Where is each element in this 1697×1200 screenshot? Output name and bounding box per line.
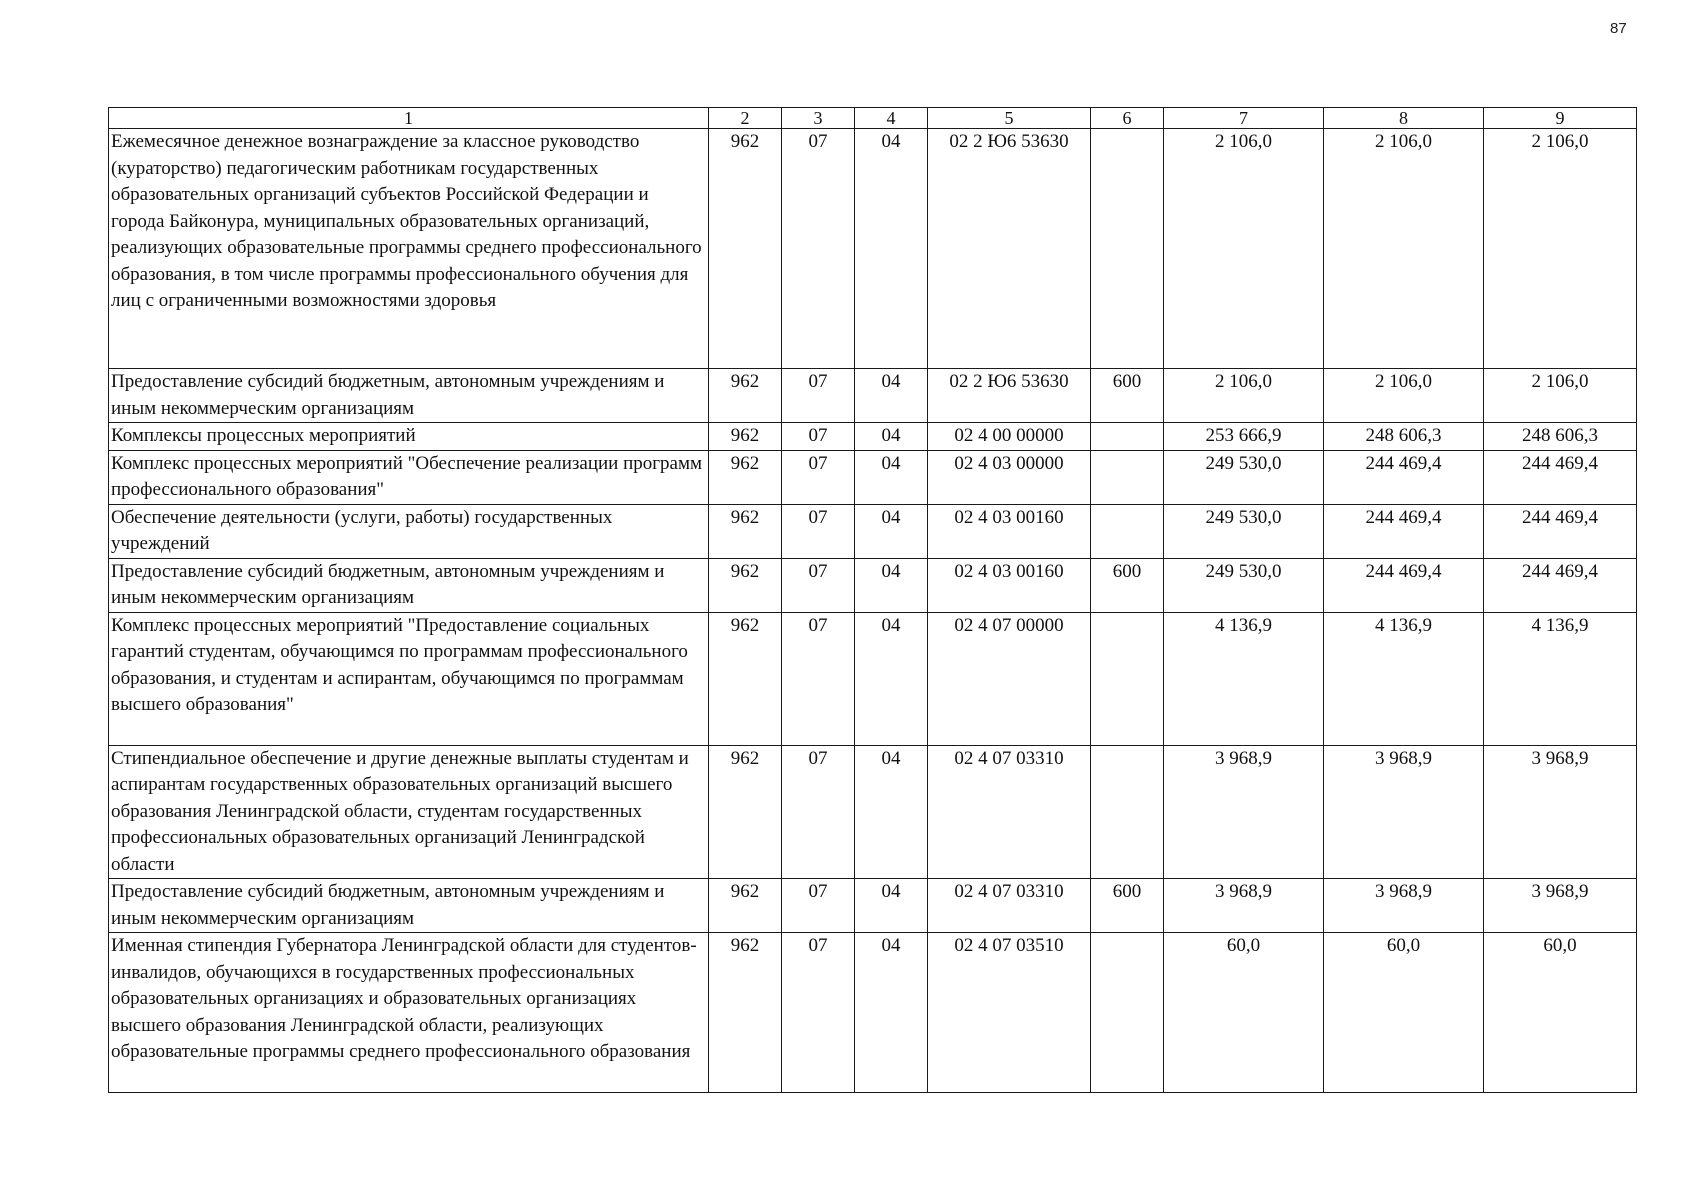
column-header: 8 (1324, 108, 1484, 129)
cell-amount-8: 244 469,4 (1324, 450, 1484, 504)
cell-amount-7: 249 530,0 (1164, 504, 1324, 558)
table-row (109, 423, 1637, 451)
cell-amount-9: 2 106,0 (1484, 369, 1637, 423)
cell-ministry: 962 (709, 879, 782, 933)
cell-amount-8: 3 968,9 (1324, 745, 1484, 879)
cell-amount-8: 2 106,0 (1324, 129, 1484, 369)
cell-section: 07 (782, 612, 855, 745)
column-header: 3 (782, 108, 855, 129)
cell-amount-7: 249 530,0 (1164, 558, 1324, 612)
cell-section: 07 (782, 369, 855, 423)
page-number: 87 (1610, 20, 1627, 37)
cell-section: 07 (782, 450, 855, 504)
cell-ministry: 962 (709, 423, 782, 451)
cell-amount-9: 244 469,4 (1484, 450, 1637, 504)
column-header: 1 (109, 108, 709, 129)
cell-ministry: 962 (709, 450, 782, 504)
cell-amount-7: 3 968,9 (1164, 879, 1324, 933)
cell-target-article: 02 4 03 00000 (928, 450, 1091, 504)
cell-target-article: 02 4 07 00000 (928, 612, 1091, 745)
column-header: 5 (928, 108, 1091, 129)
cell-amount-9: 3 968,9 (1484, 879, 1637, 933)
cell-amount-9: 3 968,9 (1484, 745, 1637, 879)
cell-amount-7: 3 968,9 (1164, 745, 1324, 879)
cell-amount-7: 60,0 (1164, 933, 1324, 1093)
cell-section: 07 (782, 504, 855, 558)
cell-amount-7: 249 530,0 (1164, 450, 1324, 504)
cell-ministry: 962 (709, 129, 782, 369)
column-header: 6 (1091, 108, 1164, 129)
cell-expense-type (1091, 450, 1164, 504)
cell-target-article: 02 4 03 00160 (928, 504, 1091, 558)
cell-target-article: 02 4 07 03310 (928, 879, 1091, 933)
column-header: 4 (855, 108, 928, 129)
row-name: Именная стипендия Губернатора Ленинградской области для студентов-инвалидов, обучающихся в государственных профессиональных образовательных организациях и образовательных организациях высшего образования Ленинградской области, реализующих образовательные программы среднего профессионального образования (109, 933, 709, 1093)
cell-expense-type: 600 (1091, 369, 1164, 423)
cell-subsection: 04 (855, 369, 928, 423)
cell-expense-type (1091, 129, 1164, 369)
cell-amount-8: 248 606,3 (1324, 423, 1484, 451)
cell-target-article: 02 4 03 00160 (928, 558, 1091, 612)
cell-expense-type: 600 (1091, 558, 1164, 612)
table-row (109, 504, 1637, 558)
cell-subsection: 04 (855, 933, 928, 1093)
table-row (109, 450, 1637, 504)
cell-amount-9: 244 469,4 (1484, 504, 1637, 558)
cell-ministry: 962 (709, 745, 782, 879)
cell-amount-9: 244 469,4 (1484, 558, 1637, 612)
cell-subsection: 04 (855, 558, 928, 612)
row-name: Стипендиальное обеспечение и другие денежные выплаты студентам и аспирантам государственных образовательных организаций высшего образования Ленинградской области, студентам государственных профессиональных образовательных организаций Ленинградской области (109, 745, 709, 879)
cell-ministry: 962 (709, 933, 782, 1093)
cell-subsection: 04 (855, 450, 928, 504)
cell-expense-type (1091, 423, 1164, 451)
row-name: Предоставление субсидий бюджетным, автономным учреждениям и иным некоммерческим организациям (109, 369, 709, 423)
cell-amount-7: 253 666,9 (1164, 423, 1324, 451)
row-name: Комплексы процессных мероприятий (109, 423, 709, 451)
row-name: Комплекс процессных мероприятий "Обеспечение реализации программ профессионального образования" (109, 450, 709, 504)
cell-target-article: 02 2 Ю6 53630 (928, 369, 1091, 423)
cell-amount-7: 2 106,0 (1164, 129, 1324, 369)
cell-subsection: 04 (855, 504, 928, 558)
cell-amount-8: 244 469,4 (1324, 504, 1484, 558)
cell-ministry: 962 (709, 369, 782, 423)
cell-target-article: 02 4 07 03310 (928, 745, 1091, 879)
table-row (109, 558, 1637, 612)
row-name: Обеспечение деятельности (услуги, работы) государственных учреждений (109, 504, 709, 558)
cell-subsection: 04 (855, 129, 928, 369)
column-header: 2 (709, 108, 782, 129)
cell-amount-8: 2 106,0 (1324, 369, 1484, 423)
cell-subsection: 04 (855, 879, 928, 933)
cell-expense-type (1091, 745, 1164, 879)
cell-amount-9: 248 606,3 (1484, 423, 1637, 451)
cell-subsection: 04 (855, 745, 928, 879)
cell-ministry: 962 (709, 504, 782, 558)
cell-amount-9: 2 106,0 (1484, 129, 1637, 369)
cell-amount-7: 4 136,9 (1164, 612, 1324, 745)
cell-amount-9: 4 136,9 (1484, 612, 1637, 745)
cell-amount-8: 3 968,9 (1324, 879, 1484, 933)
row-name: Предоставление субсидий бюджетным, автономным учреждениям и иным некоммерческим организациям (109, 558, 709, 612)
table-row (109, 369, 1637, 423)
cell-section: 07 (782, 933, 855, 1093)
cell-expense-type: 600 (1091, 879, 1164, 933)
cell-section: 07 (782, 879, 855, 933)
table-row (109, 745, 1637, 879)
cell-ministry: 962 (709, 612, 782, 745)
cell-amount-8: 4 136,9 (1324, 612, 1484, 745)
table-row (109, 129, 1637, 369)
cell-expense-type (1091, 504, 1164, 558)
cell-expense-type (1091, 612, 1164, 745)
cell-target-article: 02 4 00 00000 (928, 423, 1091, 451)
cell-section: 07 (782, 423, 855, 451)
column-header: 9 (1484, 108, 1637, 129)
cell-ministry: 962 (709, 558, 782, 612)
budget-table (108, 107, 1637, 1093)
cell-expense-type (1091, 933, 1164, 1093)
cell-amount-9: 60,0 (1484, 933, 1637, 1093)
row-name: Предоставление субсидий бюджетным, автономным учреждениям и иным некоммерческим организациям (109, 879, 709, 933)
table-row (109, 933, 1637, 1093)
cell-target-article: 02 4 07 03510 (928, 933, 1091, 1093)
cell-section: 07 (782, 129, 855, 369)
cell-subsection: 04 (855, 612, 928, 745)
cell-subsection: 04 (855, 423, 928, 451)
cell-amount-8: 244 469,4 (1324, 558, 1484, 612)
cell-amount-8: 60,0 (1324, 933, 1484, 1093)
cell-target-article: 02 2 Ю6 53630 (928, 129, 1091, 369)
table-row (109, 612, 1637, 745)
column-header: 7 (1164, 108, 1324, 129)
table-row (109, 879, 1637, 933)
cell-section: 07 (782, 558, 855, 612)
row-name: Ежемесячное денежное вознаграждение за классное руководство (кураторство) педагогическим работникам государственных образовательных организаций субъектов Российской Федерации и города Байконура, муниципальных образовательных организаций, реализующих образовательные программы среднего профессионального образования, в том числе программы профессионального обучения для лиц с ограниченными возможностями здоровья (109, 129, 709, 369)
cell-amount-7: 2 106,0 (1164, 369, 1324, 423)
row-name: Комплекс процессных мероприятий "Предоставление социальных гарантий студентам, обучающимся по программам профессионального образования, и студентам и аспирантам, обучающимся по программам высшего образования" (109, 612, 709, 745)
header-row (109, 108, 1637, 129)
cell-section: 07 (782, 745, 855, 879)
